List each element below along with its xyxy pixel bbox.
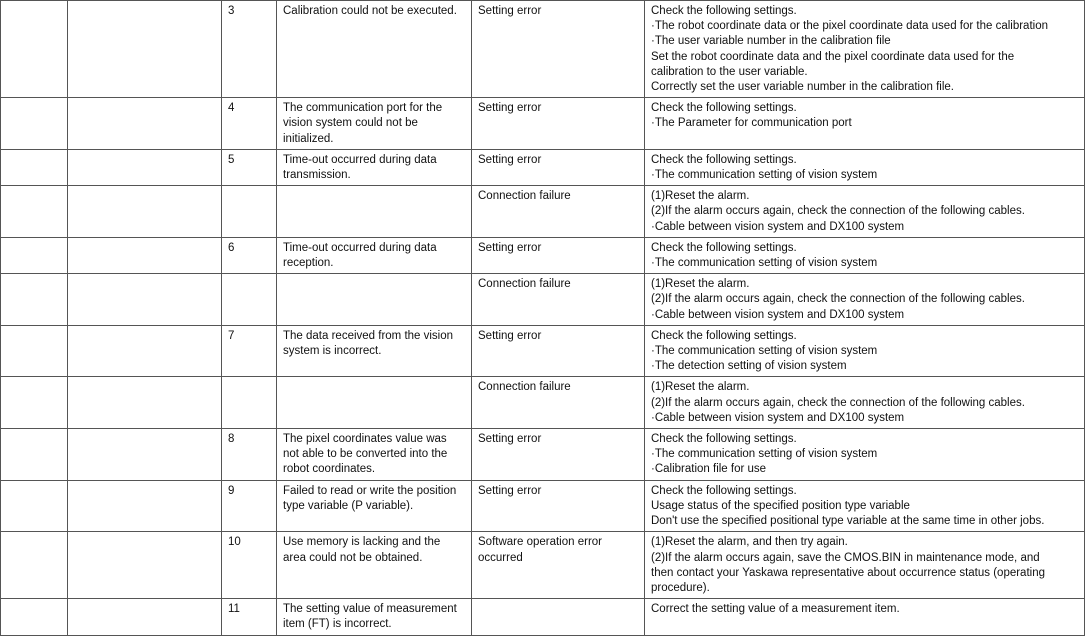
remedy-line: ·The Parameter for communication port xyxy=(651,117,852,130)
blank-cell-a xyxy=(1,599,68,635)
meaning-cell: Failed to read or write the position type variable (P variable). xyxy=(277,480,472,532)
blank-cell-b xyxy=(68,599,222,635)
meaning-cell: Calibration could not be executed. xyxy=(277,1,472,98)
remedy-cell xyxy=(645,480,1085,532)
blank-cell-a xyxy=(1,377,68,429)
remedy-line: Check the following settings. xyxy=(651,329,797,342)
remedy-line: procedure). xyxy=(651,581,710,594)
blank-cell-b xyxy=(68,325,222,377)
sub-code-cell xyxy=(222,186,277,238)
alarm-table-body xyxy=(1,1,1085,636)
remedy-line: ·The detection setting of vision system xyxy=(651,360,847,373)
sub-code-cell: 10 xyxy=(222,532,277,599)
cause-cell: Setting error xyxy=(472,1,645,98)
blank-cell-b xyxy=(68,1,222,98)
blank-cell-a xyxy=(1,325,68,377)
cause-cell: Connection failure xyxy=(472,186,645,238)
blank-cell-b xyxy=(68,274,222,326)
remedy-line: Check the following settings. xyxy=(651,484,797,497)
remedy-cell xyxy=(645,599,1085,635)
remedy-cell xyxy=(645,532,1085,599)
remedy-line: (2)If the alarm occurs again, check the connection of the following cables. xyxy=(651,293,1025,306)
sub-code-cell: 6 xyxy=(222,237,277,273)
table-row xyxy=(1,325,1085,377)
blank-cell-a xyxy=(1,480,68,532)
remedy-line: Correct the setting value of a measurement item. xyxy=(651,603,900,616)
blank-cell-a xyxy=(1,274,68,326)
remedy-cell xyxy=(645,98,1085,150)
remedy-line: Correctly set the user variable number in the calibration file. xyxy=(651,81,954,94)
table-row xyxy=(1,237,1085,273)
sub-code-cell: 3 xyxy=(222,1,277,98)
blank-cell-b xyxy=(68,237,222,273)
meaning-cell xyxy=(277,186,472,238)
remedy-line: ·The communication setting of vision system xyxy=(651,345,878,358)
meaning-cell: The communication port for the vision system could not be initialized. xyxy=(277,98,472,150)
blank-cell-b xyxy=(68,98,222,150)
remedy-cell xyxy=(645,149,1085,185)
blank-cell-b xyxy=(68,480,222,532)
remedy-line: ·Calibration file for use xyxy=(651,463,767,476)
meaning-cell: Time-out occurred during data reception. xyxy=(277,237,472,273)
sub-code-cell: 7 xyxy=(222,325,277,377)
remedy-line: Usage status of the specified position type variable xyxy=(651,499,910,512)
table-row xyxy=(1,532,1085,599)
remedy-line: (1)Reset the alarm. xyxy=(651,278,750,291)
remedy-cell xyxy=(645,274,1085,326)
cause-cell: Connection failure xyxy=(472,377,645,429)
table-row xyxy=(1,186,1085,238)
sub-code-cell xyxy=(222,377,277,429)
remedy-line: ·Cable between vision system and DX100 system xyxy=(651,411,905,424)
remedy-line: (2)If the alarm occurs again, save the CMOS.BIN in maintenance mode, and xyxy=(651,551,1040,564)
remedy-line: ·The communication setting of vision system xyxy=(651,169,878,182)
remedy-line: ·The robot coordinate data or the pixel coordinate data used for the calibration xyxy=(651,20,1048,33)
table-row xyxy=(1,429,1085,481)
table-row xyxy=(1,377,1085,429)
cause-cell: Setting error xyxy=(472,149,645,185)
remedy-line: Check the following settings. xyxy=(651,153,797,166)
meaning-cell: The pixel coordinates value was not able to be converted into the robot coordinates. xyxy=(277,429,472,481)
sub-code-cell: 8 xyxy=(222,429,277,481)
cause-cell: Setting error xyxy=(472,429,645,481)
meaning-cell: Use memory is lacking and the area could not be obtained. xyxy=(277,532,472,599)
meaning-cell xyxy=(277,274,472,326)
cause-cell: Setting error xyxy=(472,98,645,150)
remedy-line: (1)Reset the alarm, and then try again. xyxy=(651,536,848,549)
remedy-line: ·The communication setting of vision system xyxy=(651,257,878,270)
remedy-line: calibration to the user variable. xyxy=(651,65,808,78)
sub-code-cell: 4 xyxy=(222,98,277,150)
remedy-line: Check the following settings. xyxy=(651,5,797,17)
blank-cell-a xyxy=(1,237,68,273)
remedy-line: (1)Reset the alarm. xyxy=(651,381,750,394)
remedy-line: then contact your Yaskawa representative about occurrence status (operating xyxy=(651,566,1045,579)
remedy-cell xyxy=(645,237,1085,273)
meaning-cell: The data received from the vision system is incorrect. xyxy=(277,325,472,377)
remedy-line: Check the following settings. xyxy=(651,433,797,446)
sub-code-cell: 9 xyxy=(222,480,277,532)
blank-cell-b xyxy=(68,377,222,429)
table-row xyxy=(1,149,1085,185)
remedy-line: Check the following settings. xyxy=(651,102,797,115)
sub-code-cell xyxy=(222,274,277,326)
remedy-line: ·Cable between vision system and DX100 system xyxy=(651,220,905,233)
remedy-line: ·The communication setting of vision system xyxy=(651,448,878,461)
blank-cell-a xyxy=(1,186,68,238)
blank-cell-a xyxy=(1,1,68,98)
meaning-cell xyxy=(277,377,472,429)
cause-cell: Setting error xyxy=(472,480,645,532)
remedy-line: ·Cable between vision system and DX100 system xyxy=(651,308,905,321)
remedy-line: Don't use the specified positional type variable at the same time in other jobs. xyxy=(651,515,1045,528)
blank-cell-b xyxy=(68,186,222,238)
meaning-cell: The setting value of measurement item (FT) is incorrect. xyxy=(277,599,472,635)
sub-code-cell: 11 xyxy=(222,599,277,635)
remedy-line: Set the robot coordinate data and the pixel coordinate data used for the xyxy=(651,50,1015,63)
blank-cell-b xyxy=(68,532,222,599)
cause-cell: Connection failure xyxy=(472,274,645,326)
cause-cell: Setting error xyxy=(472,325,645,377)
meaning-cell: Time-out occurred during data transmission. xyxy=(277,149,472,185)
blank-cell-a xyxy=(1,429,68,481)
remedy-cell xyxy=(645,186,1085,238)
remedy-line: Check the following settings. xyxy=(651,241,797,254)
table-row xyxy=(1,1,1085,98)
blank-cell-a xyxy=(1,98,68,150)
remedy-line: (2)If the alarm occurs again, check the connection of the following cables. xyxy=(651,205,1025,218)
sub-code-cell: 5 xyxy=(222,149,277,185)
cause-cell: Software operation error occurred xyxy=(472,532,645,599)
remedy-cell xyxy=(645,325,1085,377)
remedy-line: (2)If the alarm occurs again, check the connection of the following cables. xyxy=(651,396,1025,409)
blank-cell-a xyxy=(1,149,68,185)
remedy-cell xyxy=(645,377,1085,429)
blank-cell-a xyxy=(1,532,68,599)
remedy-cell xyxy=(645,1,1085,98)
table-row xyxy=(1,274,1085,326)
remedy-line: (1)Reset the alarm. xyxy=(651,190,750,203)
blank-cell-b xyxy=(68,149,222,185)
table-row xyxy=(1,98,1085,150)
cause-cell xyxy=(472,599,645,635)
cause-cell: Setting error xyxy=(472,237,645,273)
remedy-line: ·The user variable number in the calibration file xyxy=(651,35,891,48)
remedy-cell xyxy=(645,429,1085,481)
table-row xyxy=(1,599,1085,635)
table-row xyxy=(1,480,1085,532)
blank-cell-b xyxy=(68,429,222,481)
